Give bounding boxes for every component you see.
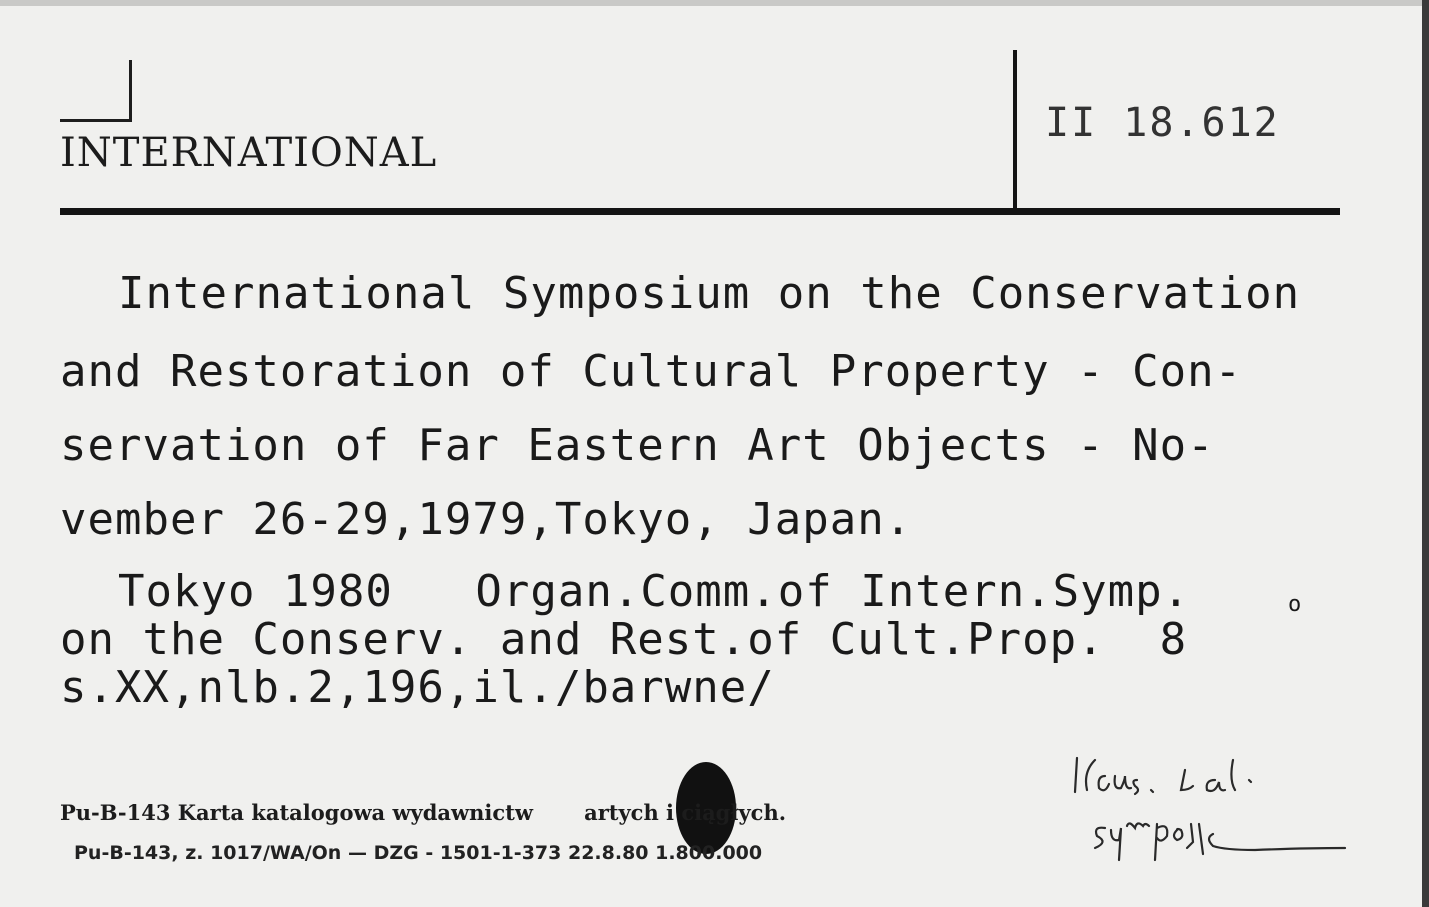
body-line-2: and Restoration of Cultural Property - Con- [60,346,1243,397]
card-top-edge [0,0,1429,6]
body-line-5: Tokyo 1980 Organ.Comm.of Intern.Symp. [118,566,1191,617]
degree-mark: o [1288,592,1302,617]
body-line-1: International Symposium on the Conservation [118,268,1301,319]
handwriting-line-2 [1095,823,1345,860]
vertical-rule [1013,50,1017,215]
body-line-6: on the Conserv. and Rest.of Cult.Prop. 8 [60,614,1188,665]
footer-line-2: Pu-B-143, z. 1017/WA/On — DZG - 1501-1-373 22.8.80 1.800.000 [74,842,763,864]
body-line-3: servation of Far Eastern Art Objects - No- [60,420,1215,471]
body-line-4: vember 26-29,1979,Tokyo, Japan. [60,494,913,545]
handwriting-line-1 [1075,758,1251,794]
header-rule [60,208,1340,215]
card-right-edge [1422,0,1429,907]
corner-bracket-mark [60,60,132,122]
call-number: II 18.612 [1045,100,1280,146]
body-line-7: s.XX,nlb.2,196,il./barwne/ [60,662,775,713]
footer-line-1: Pu-B-143 Karta katalogowa wydawnictw artych i ciągłych. [60,800,787,825]
card-heading: INTERNATIONAL [60,130,438,176]
handwritten-note [1065,750,1365,870]
